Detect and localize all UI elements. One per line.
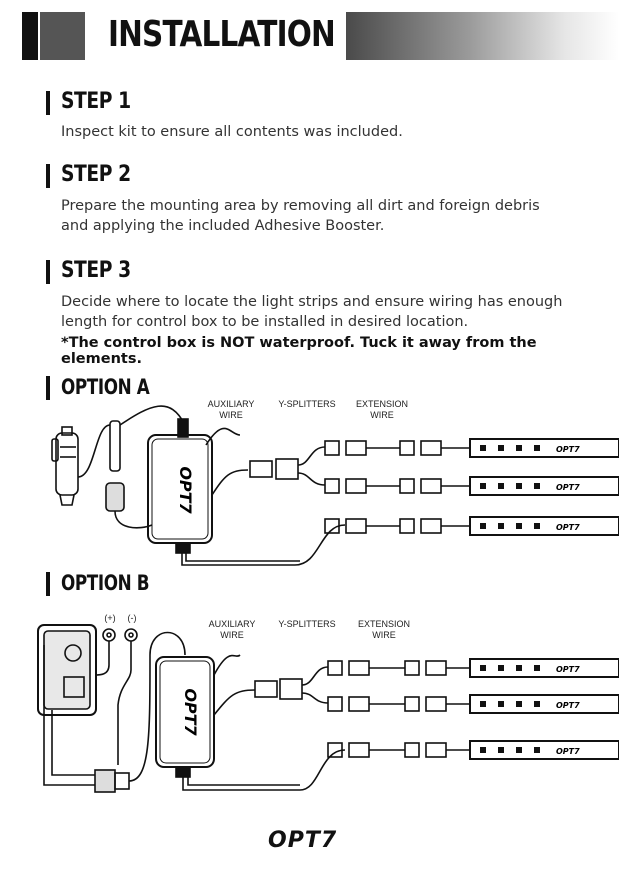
- step-1-text: Inspect kit to ensure all contents was included.: [61, 124, 403, 140]
- positive-terminal-label: (+): [104, 613, 116, 623]
- option-a-extension-label: EXTENSION WIRE: [355, 399, 408, 420]
- header-gradient-bar: [346, 12, 619, 60]
- option-a-title: OPTION A: [61, 375, 150, 399]
- option-b-wiring-diagram: [0, 615, 619, 805]
- step-2-text-line-1: Prepare the mounting area by removing all dirt and foreign debris: [61, 198, 540, 214]
- opt7-logo: OPT7: [268, 828, 338, 853]
- option-b-box-logo: OPT7: [181, 688, 200, 736]
- option-b-title: OPTION B: [61, 571, 150, 595]
- step-3-text-line-2: length for control box to be installed in desired location.: [61, 314, 469, 330]
- step-2-title: STEP 2: [61, 162, 131, 187]
- waterproof-warning: *The control box is NOT waterproof. Tuck it away from the elements.: [61, 335, 537, 367]
- negative-terminal-label: (-): [127, 613, 137, 623]
- option-a-strip-logo-3: OPT7: [556, 523, 580, 532]
- option-b-strip-logo-2: OPT7: [556, 701, 580, 710]
- cigarette-plug-icon: [52, 427, 78, 505]
- header-accent-bar: [22, 12, 38, 60]
- step-2-marker: [46, 164, 50, 188]
- step-3-text-line-1: Decide where to locate the light strips and ensure wiring has enough: [61, 294, 563, 310]
- step-3-marker: [46, 260, 50, 284]
- option-a-splitter-label: Y-SPLITTERS: [278, 399, 336, 409]
- option-b-aux-label: AUXILIARY WIRE: [208, 619, 256, 640]
- step-2-text-line-2: and applying the included Adhesive Booster.: [61, 218, 385, 234]
- step-1-marker: [46, 91, 50, 115]
- option-b-extension-label: EXTENSION WIRE: [357, 619, 410, 640]
- option-a-strip-logo-1: OPT7: [556, 445, 580, 454]
- option-a-strip-logo-2: OPT7: [556, 483, 580, 492]
- page-title: INSTALLATION: [108, 14, 335, 55]
- rocker-switch-icon: [38, 625, 96, 715]
- option-a-wiring-diagram: [0, 395, 619, 570]
- option-b-splitter-label: Y-SPLITTERS: [278, 619, 336, 629]
- step-1-title: STEP 1: [61, 89, 131, 114]
- option-b-strip-logo-3: OPT7: [556, 747, 580, 756]
- option-a-aux-label: AUXILIARY WIRE: [207, 399, 255, 420]
- step-3-title: STEP 3: [61, 258, 131, 283]
- option-a-box-logo: OPT7: [176, 466, 195, 514]
- header-accent-block: [40, 12, 85, 60]
- option-b-marker: [46, 572, 50, 596]
- option-b-strip-logo-1: OPT7: [556, 665, 580, 674]
